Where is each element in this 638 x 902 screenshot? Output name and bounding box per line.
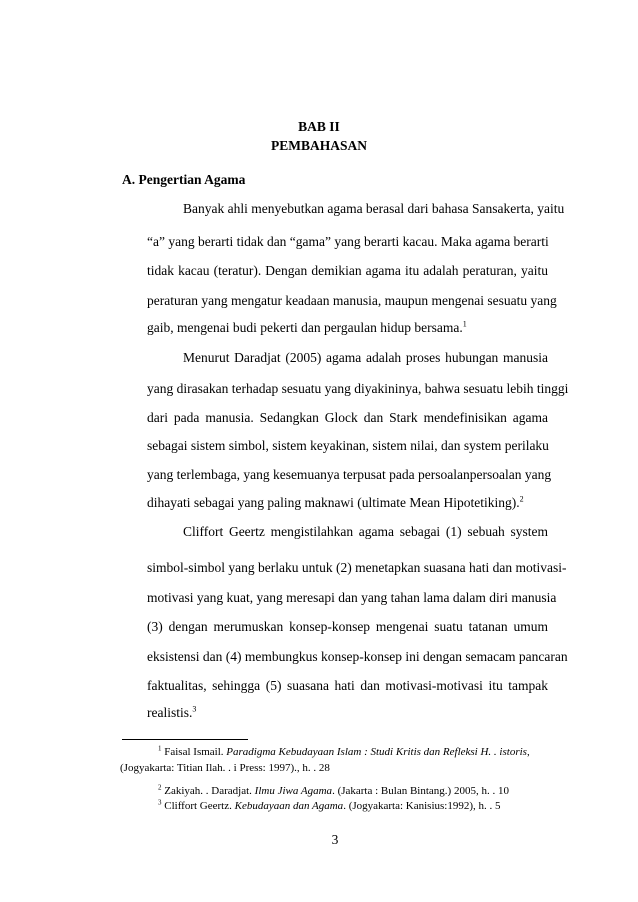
page-number: 3	[331, 832, 339, 847]
paragraph-line: Cliffort Geertz mengistilahkan agama sebagai (1) sebuah system	[183, 524, 548, 539]
chapter-title: PEMBAHASAN	[270, 138, 367, 153]
footnote-1-continued: (Jogyakarta: Titian Ilah. . i Press: 1997)., h. . 28	[120, 762, 330, 774]
paragraph-line: gaib, mengenai budi pekerti dan pergaulan hidup bersama.$^1$	[147, 319, 467, 335]
paragraph-line: motivasi yang kuat, yang meresapi dan yang tahan lama dalam diri manusia	[147, 590, 557, 605]
section-heading: A. Pengertian Agama	[122, 172, 246, 187]
paragraph-line: dihayati sebagai yang paling maknawi (ultimate Mean Hipotetiking).$^2$	[147, 494, 524, 510]
paragraph-line: (3) dengan merumuskan konsep-konsep mengenai suatu tatanan umum	[147, 619, 548, 634]
footnote-divider	[122, 739, 248, 740]
paragraph-line: peraturan yang mengatur keadaan manusia, maupun mengenai sesuatu yang	[147, 293, 557, 308]
paragraph-line: sebagai sistem simbol, sistem keyakinan, sistem nilai, dan system perilaku	[147, 438, 549, 453]
footnote-ref: 1	[462, 319, 467, 329]
footnote-ref: 2	[519, 494, 524, 504]
paragraph-line: realistis.$^3$	[147, 704, 197, 720]
paragraph-line: yang dirasakan terhadap sesuatu yang diyakininya, bahwa sesuatu lebih tinggi	[147, 381, 569, 396]
paragraph-line: “a” yang berarti tidak dan “gama” yang berarti kacau. Maka agama berarti	[147, 234, 549, 249]
footnote-1: $^1$ Faisal Ismail. Paradigma Kebudayaan Islam : Studi Kritis dan Refleksi H. . istoris,	[158, 744, 530, 758]
footnote-3: $^3$ Cliffort Geertz. Kebudayaan dan Agama. (Jogyakarta: Kanisius:1992), h. . 5	[158, 798, 501, 812]
paragraph-line: tidak kacau (teratur). Dengan demikian agama itu adalah peraturan, yaitu	[147, 263, 548, 278]
paragraph-line: faktualitas, sehingga (5) suasana hati dan motivasi-motivasi itu tampak	[147, 678, 548, 693]
paragraph-line: Banyak ahli menyebutkan agama berasal dari bahasa Sansakerta, yaitu	[183, 201, 565, 216]
chapter-number: BAB II	[298, 119, 340, 134]
paragraph-line: simbol-simbol yang berlaku untuk (2) menetapkan suasana hati dan motivasi-	[147, 560, 567, 575]
paragraph-line: dari pada manusia. Sedangkan Glock dan Stark mendefinisikan agama	[147, 410, 548, 425]
paragraph-line: eksistensi dan (4) membungkus konsep-konsep ini dengan semacam pancaran	[147, 649, 568, 664]
paragraph-line: yang terlembaga, yang kesemuanya terpusat pada persoalanpersoalan yang	[147, 467, 552, 482]
footnote-2: $^2$ Zakiyah. . Daradjat. Ilmu Jiwa Agama. (Jakarta : Bulan Bintang.) 2005, h. . 10	[158, 783, 509, 797]
footnote-ref: 3	[192, 704, 197, 714]
paragraph-line: Menurut Daradjat (2005) agama adalah proses hubungan manusia	[183, 350, 548, 365]
